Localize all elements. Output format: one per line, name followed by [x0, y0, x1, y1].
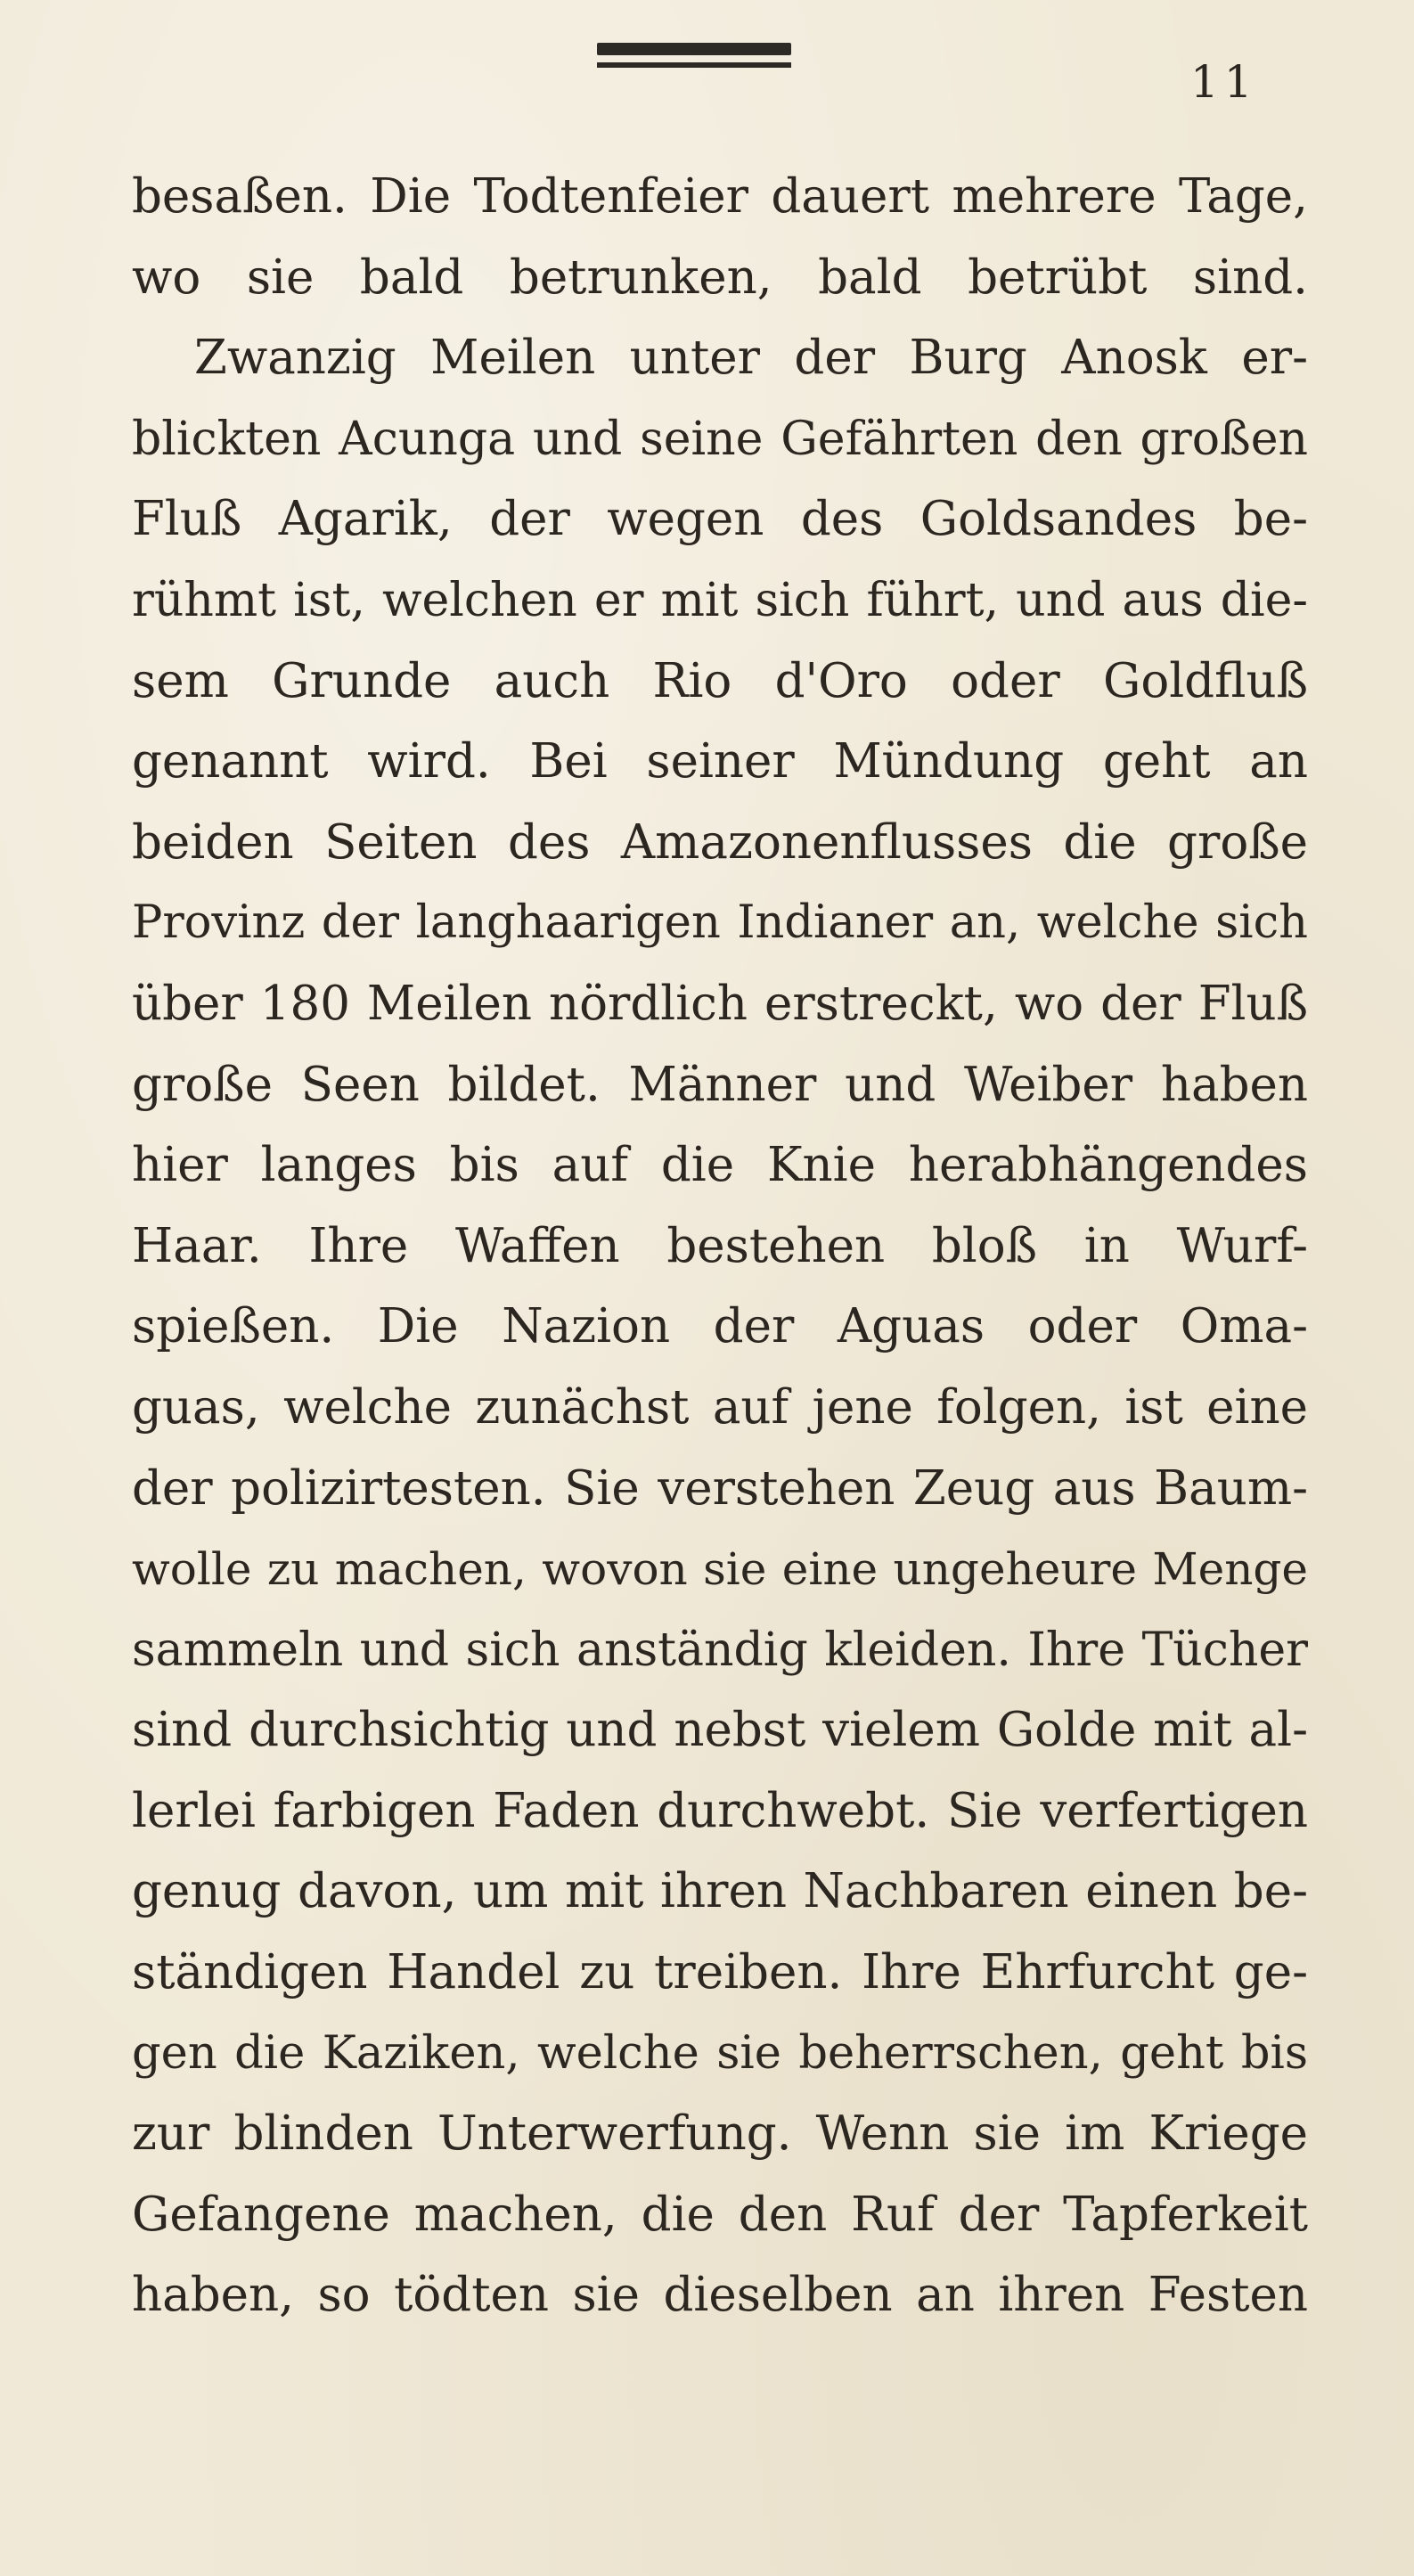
- text-line: blickten Acunga und seine Gefährten den großen: [132, 412, 1308, 466]
- text-line: wo sie bald betrunken, bald betrübt sind.: [132, 249, 1308, 305]
- text-line: sammeln und sich anständig kleiden. Ihre Tücher: [132, 1623, 1308, 1677]
- text-line: ständigen Handel zu treiben. Ihre Ehrfurcht ge-: [132, 1945, 1308, 2000]
- text-line: guas, welche zunächst auf jene folgen, ist eine: [132, 1379, 1308, 1435]
- text-line: große Seen bildet. Männer und Weiber haben: [132, 1057, 1308, 1112]
- text-line: wolle zu machen, wovon sie eine ungeheure Menge: [132, 1543, 1308, 1596]
- text-line: Zwanzig Meilen unter der Burg Anosk er-: [194, 331, 1308, 386]
- text-line: der polizirtesten. Sie verstehen Zeug aus Baum-: [132, 1460, 1308, 1516]
- text-line: rühmt ist, welchen er mit sich führt, und aus die-: [132, 573, 1308, 627]
- body-text: [132, 157, 1308, 2336]
- text-line: Provinz der langhaarigen Indianer an, welche sich: [132, 896, 1308, 950]
- text-line: beiden Seiten des Amazonenflusses die große: [132, 814, 1308, 870]
- text-line: über 180 Meilen nördlich erstreckt, wo der Fluß: [132, 976, 1308, 1031]
- text-line: hier langes bis auf die Knie herabhängendes: [132, 1138, 1308, 1193]
- text-line: genug davon, um mit ihren Nachbaren einen be-: [132, 1864, 1308, 1919]
- text-line: gen die Kaziken, welche sie beherrschen, geht bis: [132, 2026, 1308, 2080]
- text-line: zur blinden Unterwerfung. Wenn sie im Kriege: [132, 2106, 1308, 2162]
- header-rule-thick: [597, 43, 791, 55]
- text-line: besaßen. Die Todtenfeier dauert mehrere Tage,: [132, 169, 1308, 224]
- page-number: 11: [1190, 56, 1258, 108]
- text-line: sem Grunde auch Rio d'Oro oder Goldfluß: [132, 653, 1308, 708]
- text-line: Gefangene machen, die den Ruf der Tapferkeit: [132, 2187, 1308, 2242]
- text-line: Fluß Agarik, der wegen des Goldsandes be-: [132, 492, 1308, 547]
- text-line: lerlei farbigen Faden durchwebt. Sie verfertigen: [132, 1783, 1308, 1838]
- header-rule: [597, 43, 791, 71]
- text-line: sind durchsichtig und nebst vielem Golde mit al-: [132, 1703, 1308, 1758]
- text-line: haben, so tödten sie dieselben an ihren Festen: [132, 2268, 1308, 2323]
- text-line: spießen. Die Nazion der Aguas oder Oma-: [132, 1299, 1308, 1354]
- text-line: genannt wird. Bei seiner Mündung geht an: [132, 734, 1308, 789]
- header-rule-thin: [597, 62, 791, 68]
- text-line: Haar. Ihre Waffen bestehen bloß in Wurf-: [132, 1218, 1308, 1273]
